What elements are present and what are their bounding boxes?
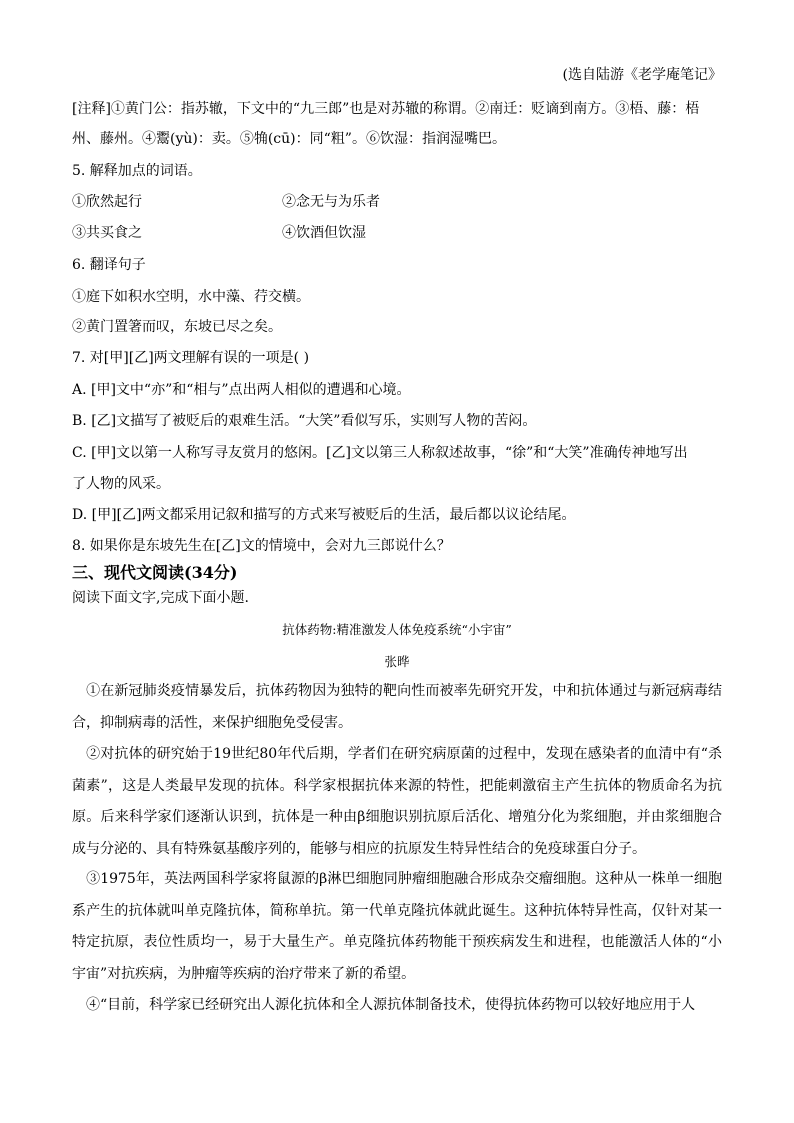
question-7-option-d: D. [甲][乙]两文都采用记叙和描写的方式来写被贬后的生活，最后都以议论结尾。 (72, 507, 576, 523)
article-paragraph-1 (72, 676, 722, 739)
question-5-item-2: ②念无与为乐者 (282, 194, 380, 210)
notes-line-1: [注释]①黄门公：指苏辙，下文中的“九三郎”也是对苏辙的称谓。②南迁：贬谪到南方。③梧、藤：梧 (72, 101, 700, 117)
article-paragraph-4-text: ④“目前，科学家已经研究出人源化抗体和全人源抗体制备技术，使得抗体药物可以较好地应用于人 (86, 997, 696, 1013)
question-7-title: 7. 对[甲][乙]两文理解有误的一项是( ) (72, 350, 310, 366)
question-7-option-c-line-2: 了人物的风采。 (72, 476, 170, 492)
question-6-item-2: ②黄门置箸而叹，东坡已尽之矣。 (72, 319, 282, 335)
article-paragraph-2 (72, 739, 722, 865)
article-paragraph-3-text: ③1975年，英法两国科学家将鼠源的β淋巴细胞同肿瘤细胞融合形成杂交瘤细胞。这种从一株单一细胞系产生的抗体就叫单克隆抗体，简称单抗。第一代单克隆抗体就此诞生。这种抗体特异性高，仅针对某一特定抗原，表位性质均一，易于大量生产。单克隆抗体药物能干预疾病发生和进程，也能激活人体的“小宇宙”对抗疾病，为肿瘤等疾病的治疗带来了新的希望。 (72, 871, 722, 982)
question-7-option-a: A. [甲]文中“亦”和“相与”点出两人相似的遭遇和心境。 (72, 382, 411, 398)
question-5-title: 5. 解释加点的词语。 (72, 163, 202, 179)
question-8-title: 8. 如果你是东坡先生在[乙]文的情境中，会对九三郎说什么？ (72, 538, 451, 554)
question-5-item-4: ④饮酒但饮湿 (282, 225, 366, 241)
notes-line-2: 州、藤州。④鬻(yù)：卖。⑤觕(cū)：同“粗”。⑥饮湿：指润湿嘴巴。 (72, 131, 506, 147)
article-paragraph-4 (72, 990, 722, 1022)
article-paragraph-3 (72, 864, 722, 990)
article-author: 张晔 (384, 654, 410, 669)
article-paragraph-2-text: ②对抗体的研究始于19世纪80年代后期，学者们在研究病原菌的过程中，发现在感染者的血清中有“杀菌素”，这是人类最早发现的抗体。科学家根据抗体来源的特性，把能刺激宿主产生抗体的物质命名为抗原。后来科学家们逐渐认识到，抗体是一种由β细胞识别抗原后活化、增殖分化为浆细胞，并由浆细胞合成与分泌的、具有特殊氨基酸序列的，能够与相应的抗原发生特异性结合的免疫球蛋白分子。 (72, 746, 722, 857)
question-7-option-b: B. [乙]文描写了被贬后的艰难生活。“大笑”看似写乐，实则写人物的苦闷。 (72, 413, 537, 429)
question-7-option-c-line-1: C. [甲]文以第一人称写寻友赏月的悠闲。[乙]文以第三人称叙述故事，“徐”和“大笑”准确传神地写出 (72, 445, 688, 461)
question-5-item-3: ③共买食之 (72, 225, 142, 241)
question-6-title: 6. 翻译句子 (72, 257, 146, 273)
source-citation: (选自陆游《老学庵笔记》 (562, 67, 722, 83)
question-6-item-1: ①庭下如积水空明，水中藻、荇交横。 (72, 289, 310, 305)
section-3-intro: 阅读下面文字,完成下面小题. (72, 590, 249, 606)
article-title: 抗体药物:精准激发人体免疫系统“小宇宙” (282, 622, 512, 637)
question-5-item-1: ①欣然起行 (72, 194, 142, 210)
section-3-heading: 三、现代文阅读(34分) (72, 563, 238, 582)
article-paragraph-1-text: ①在新冠肺炎疫情暴发后，抗体药物因为独特的靶向性而被率先研究开发，中和抗体通过与新冠病毒结合，抑制病毒的活性，来保护细胞免受侵害。 (72, 683, 722, 731)
